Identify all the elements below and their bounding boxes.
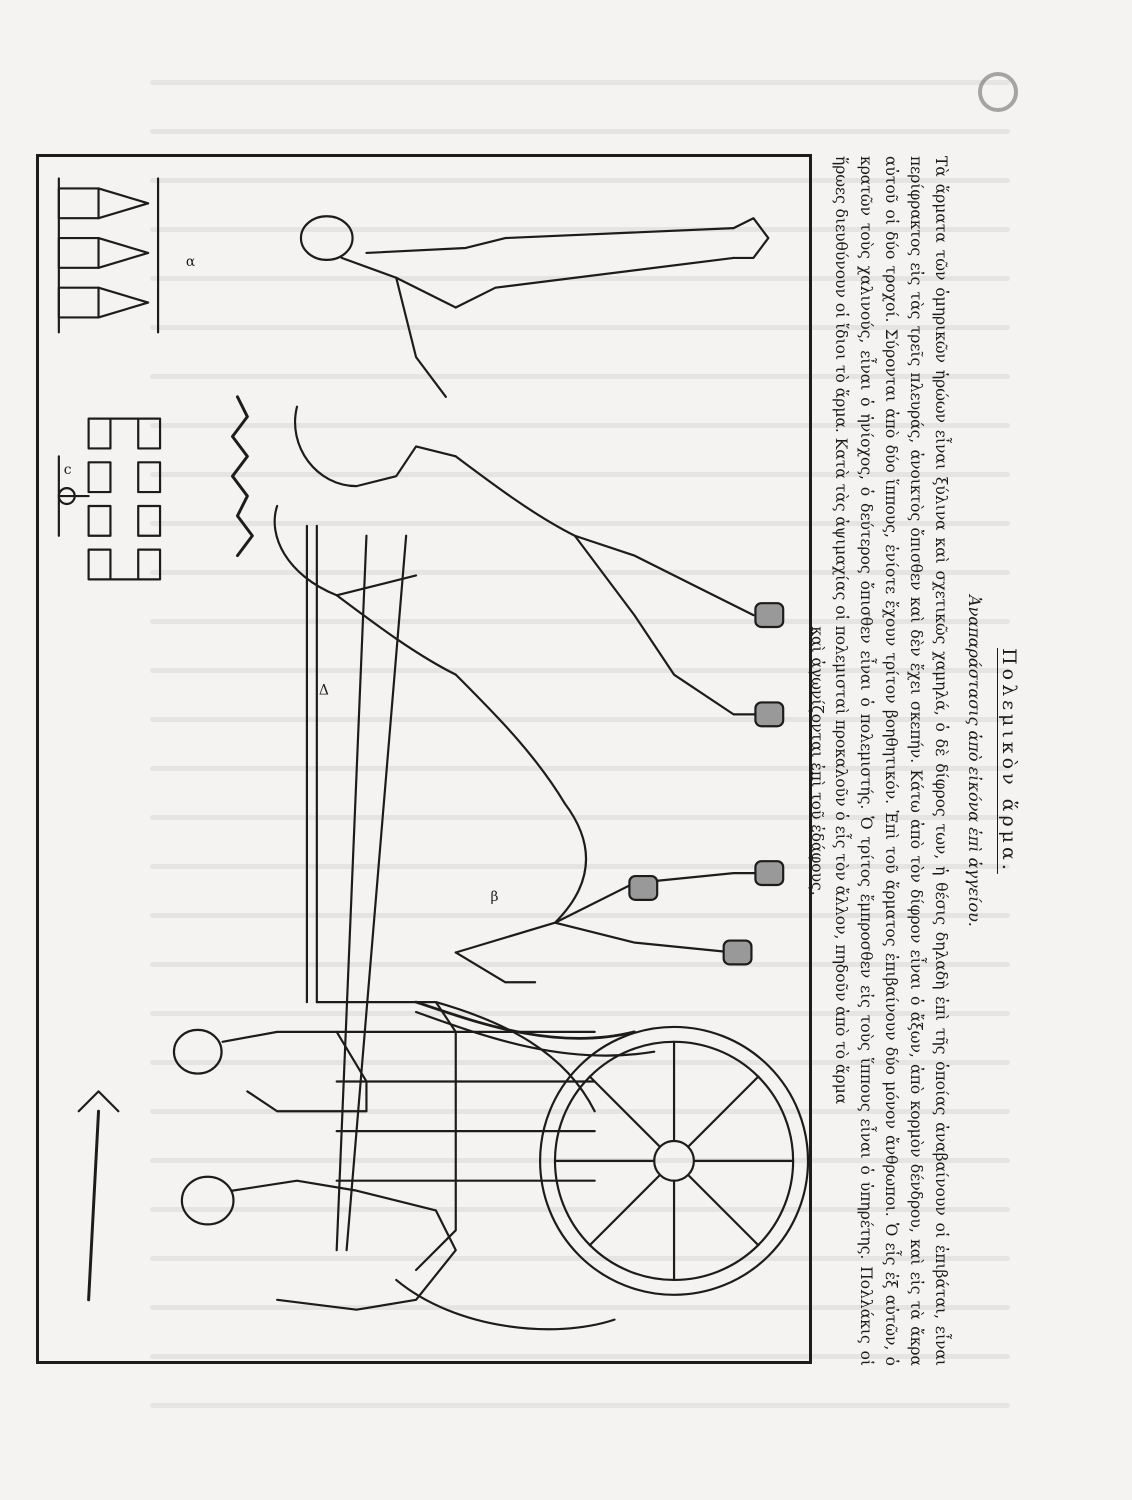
caption-body: Τὰ ἅρματα τῶν ὁμηρικῶν ἡρώων εἶναι ξύλινα καὶ σχετικῶς χαμηλά, ὁ δὲ δίφρος των, ἡ θέσις δηλαδὴ ἐπὶ τῆς ὁποίας ἀναβαίνουν οἱ ἐπιβάται, εἶναι περίφρακτος εἰς τὰς τρεῖς πλευράς, ἀνοικτὸς ὄπισθεν καὶ δὲν ἔχει σκεπήν. Κάτω ἀπὸ τὸν δίφρον εἶναι ὁ ἄξων, ἀπὸ κορμὸν δένδρου, καὶ εἰς τὰ ἄκρα αὐτοῦ οἱ δύο τροχοί. Σύρονται ἀπὸ δύο ἵππους, ἐνίοτε ἔχουν τρίτον βοηθητικόν. Ἐπὶ τοῦ ἅρματος ἐπιβαίνουν δύο μόνον ἄνθρωποι. Ὁ εἷς ἐξ αὐτῶν, ὁ κρατῶν τοὺς χαλινούς, εἶναι ὁ ἡνίοχος, ὁ δεύτερος ὄπισθεν εἶναι ὁ πολεμιστής. Ὁ τρίτος ἔμπροσθεν εἰς τοὺς ἵππους εἶναι ὁ ὑπηρέτης. Πολλάκις οἱ ἥρωες διευθύνουν οἱ ἴδιοι τὸ ἅρμα. Κατὰ τὰς ἀψιμαχίας οἱ πολεμισταὶ προκαλοῦν ὁ εἷς τὸν ἄλλον, πηδοῦν ἀπὸ τὸ ἅρμα	[832, 156, 950, 1366]
chariot-drawing	[39, 157, 809, 1361]
candelabrum-inset	[59, 419, 160, 580]
label-c: c	[63, 462, 72, 479]
horses	[232, 397, 783, 1056]
label-b: β	[490, 888, 499, 905]
servant-figure	[301, 216, 768, 397]
chariot-illustration	[36, 154, 812, 1364]
small-figures-inset	[59, 179, 195, 333]
caption-block	[728, 156, 1028, 1366]
caption-end-line: καὶ ἀγωνίζονται ἐπὶ τοῦ ἐδάφους.	[808, 626, 826, 896]
label-a: α	[185, 253, 196, 270]
caption-title: Πολεμικὸν ἅρμα.	[998, 648, 1020, 874]
caption-subtitle: Ἀναπαράστασις ἀπὸ εἰκόνα ἐπὶ ἀγγείου.	[965, 595, 984, 927]
charioteer-and-warrior	[79, 1030, 456, 1310]
pole-and-reins	[307, 526, 499, 1250]
page-corner-mark	[978, 72, 1018, 112]
label-d: Δ	[318, 682, 329, 699]
